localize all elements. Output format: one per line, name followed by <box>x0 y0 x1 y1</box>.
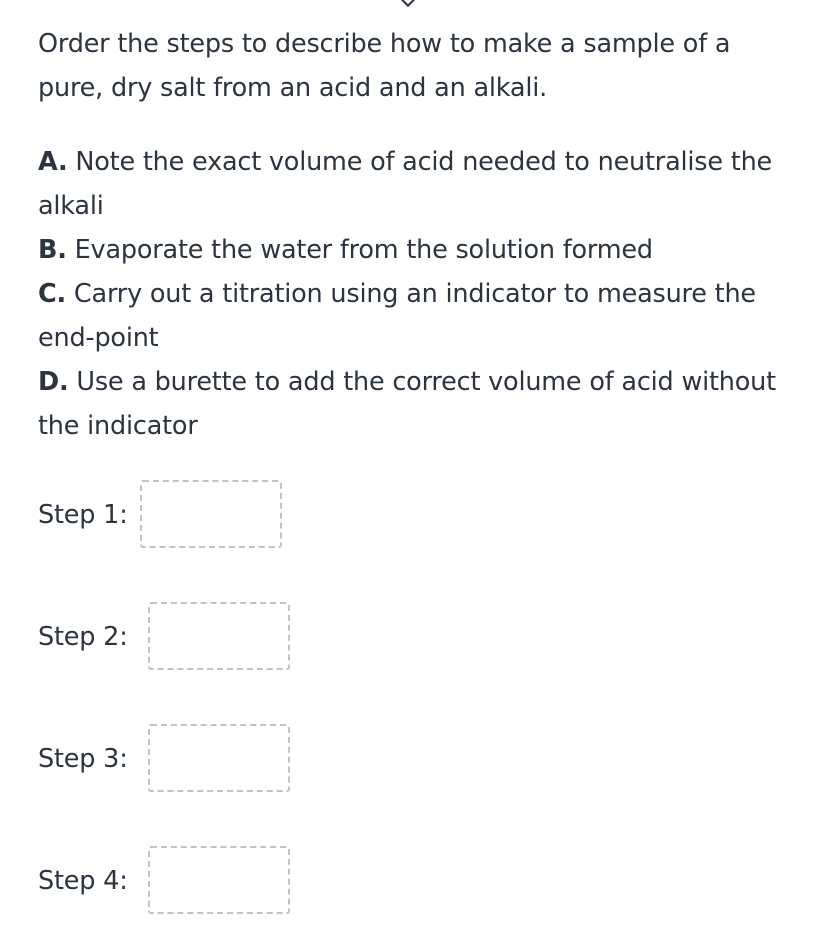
option-letter: C. <box>38 279 67 309</box>
step-row-4 <box>38 846 128 916</box>
option-letter: B. <box>38 235 67 265</box>
step-label-2: Step 2: <box>38 622 128 652</box>
step-2-drop-slot[interactable] <box>148 602 290 670</box>
option-text: Use a burette to add the correct volume of acid without the indicator <box>38 367 776 441</box>
step-row-1 <box>38 480 128 550</box>
step-label-3: Step 3: <box>38 744 128 774</box>
option-letter: D. <box>38 367 69 397</box>
option-text: Evaporate the water from the solution formed <box>66 235 653 265</box>
step-3-drop-slot[interactable] <box>148 724 290 792</box>
step-4-drop-slot[interactable] <box>148 846 290 914</box>
option-text: Carry out a titration using an indicator to measure the end-point <box>38 279 756 353</box>
chevron-down-icon[interactable] <box>401 0 415 7</box>
step-1-drop-slot[interactable] <box>140 480 282 548</box>
option-text: Note the exact volume of acid needed to neutralise the alkali <box>38 147 773 221</box>
step-label-1: Step 1: <box>38 500 128 530</box>
step-row-2 <box>38 602 128 672</box>
option-a <box>38 140 793 228</box>
option-letter: A. <box>38 147 68 177</box>
step-row-3 <box>38 724 128 794</box>
option-c <box>38 272 793 360</box>
step-label-4: Step 4: <box>38 866 128 896</box>
options-list <box>38 140 793 448</box>
question-text: Order the steps to describe how to make a sample of a pure, dry salt from an acid and an alkali. <box>38 29 731 103</box>
option-d <box>38 360 793 448</box>
option-b <box>38 228 793 272</box>
